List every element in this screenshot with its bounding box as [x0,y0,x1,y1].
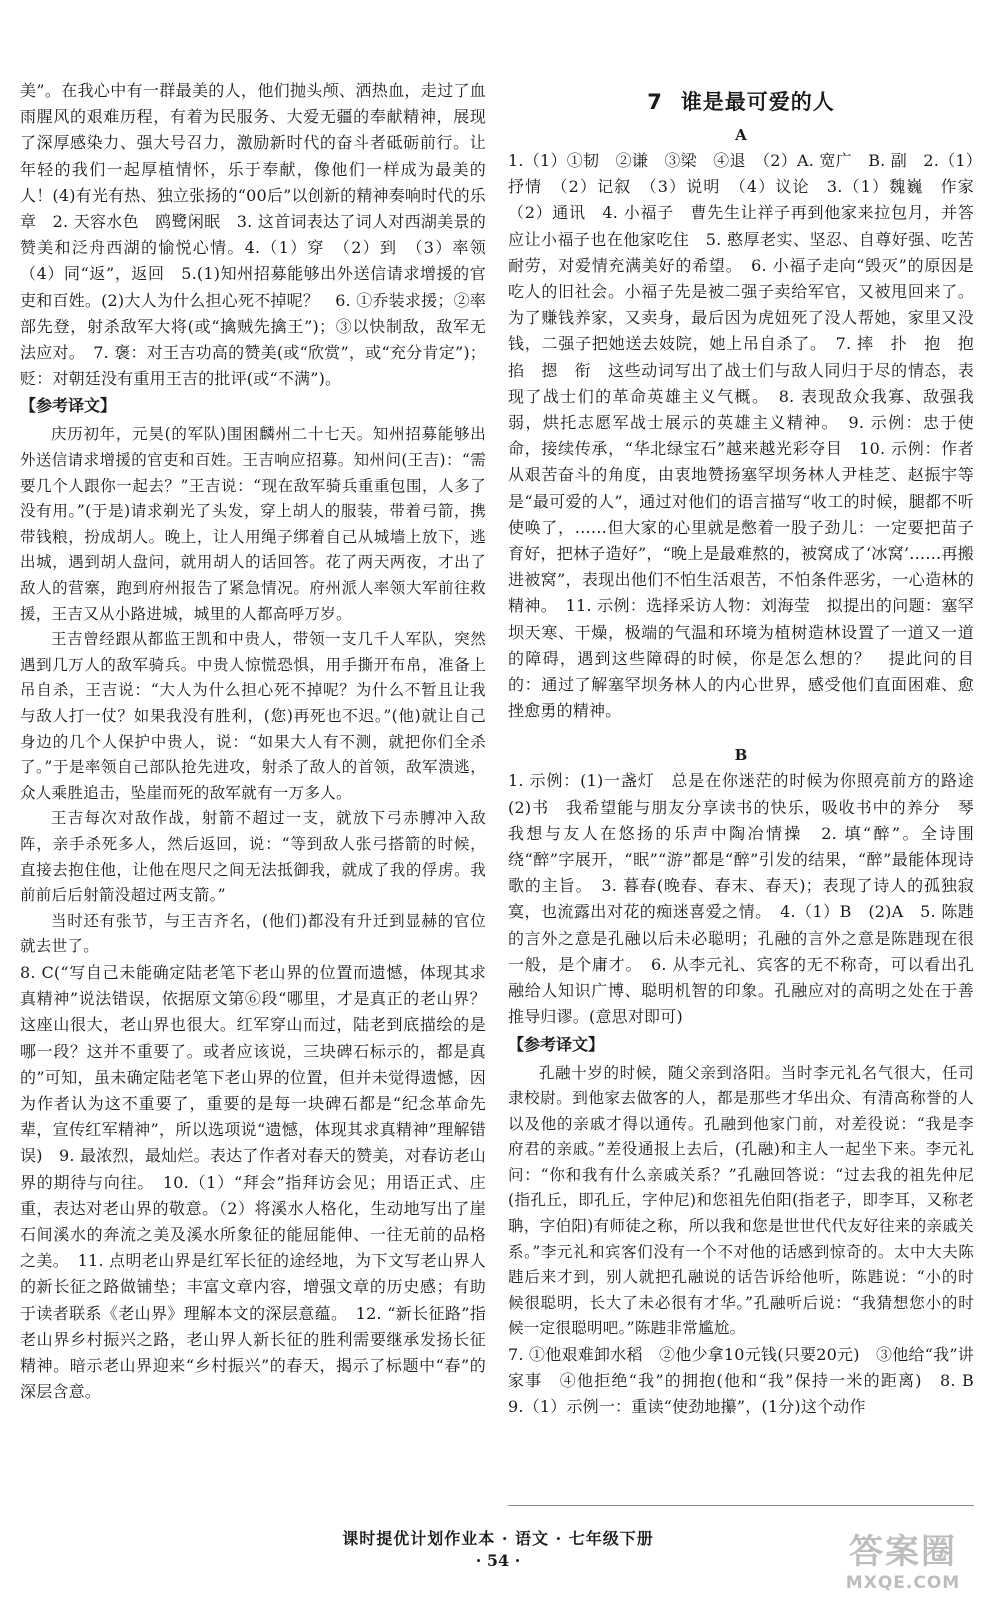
lesson-heading [508,86,974,116]
lesson-title: 谁是最可爱的人 [680,90,835,114]
translation-paragraph: 王吉每次对敌作战，射箭不超过一支，就放下弓赤膊冲入敌阵，亲手杀死多人，然后返回，说：“等到敌人张弓搭箭的时候，直接去抱住他，让他在咫尺之间无法抵御我，就成了我的俘虏。我前前后后射箭没超过两支箭。” [20,809,486,905]
page-number: · 54 · [475,1551,521,1570]
left-column [20,78,503,1538]
translation-paragraph: 孔融十岁的时候，随父亲到洛阳。当时李元礼名气很大，任司隶校尉。到他家去做客的人，都是那些才华出众、有清高称誉的人以及他的亲戚才得以通传。孔融到他家门前，对差役说：“我是李府君的亲戚。”差役通报上去后，(孔融)和主人一起坐下来。李元礼问：“你和我有什么亲戚关系？”孔融回答说：“过去我的祖先仲尼(指孔丘，即孔丘，字仲尼)和您祖先伯阳(指老子，即李耳，又称老聃，字伯阳)有师徒之称，所以我和您是世世代代友好往来的亲戚关系。”李元礼和宾客们没有一个不对他的话感到惊奇的。太中大夫陈韪后来才到，别人就把孔融说的话告诉给他听，陈韪说：“小的时候很聪明，长大了未必很有才华。”孔融听后说：“我猜想您小的时候一定很聪明吧。”陈韪非常尴尬。 [508,1063,974,1338]
lesson-number: 7 [647,90,663,114]
answer-paragraph: 美”。在我心中有一群最美的人，他们抛头颅、洒热血，走过了血雨腥风的艰难历程，有着为民服务、大爱无疆的奉献精神，展现了深厚感染力、强大号召力，激励新时代的奋斗者砥砺前行。让年轻的我们一起厚植情怀，乐于奉献，像他们一样成为最美的人！(4)有光有热、独立张扬的“00后”以创新的精神奏响时代的乐章 2. 天容水色 鸥鹭闲眠 3. 这首词表达了词人对西湖美景的赞美和泛舟西湖的愉悦心情。4.（1）穿 （2）到 （3）率领 （4）同“返”，返回 5.(1)知州招募能够出外送信请求增援的官吏和百姓。(2)大人为什么担心死不掉呢？ 6. ①乔装求援；②率部先登，射杀敌军大将(或“擒贼先擒王”)；③以快制敌，敌军无法应对。 7. 褒：对王吉功高的赞美(或“欣赏”，或“充分肯定”)；贬：对朝廷没有重用王吉的批评(或“不满”)。 [20,81,503,389]
watermark-logo [828,1524,978,1594]
book-title: 课时提优计划作业本 · 语文 · 七年级下册 [342,1529,654,1548]
section-b-answers: 1. 示例：(1)一盏灯 总是在你迷茫的时候为你照亮前方的路途 (2)书 我希望能与朋友分享读书的快乐，吸收书中的养分 琴 我想与友人在悠扬的乐声中陶冶情操 2. 填“醉”。全诗围绕“醉”字展开，“眠”“游”都是“醉”引发的结果，“醉”最能体现诗歌的主旨。 3. 暮春(晚春、春末、春天)；表现了诗人的孤独寂寞，也流露出对花的痴迷喜爱之情。 4.（1）B (2)A 5. 陈韪的言外之意是孔融以后未必聪明；孔融的言外之意是陈韪现在很一般，是个庸才。 6. 从李元礼、宾客的无不称奇，可以看出孔融给人知识广博、聪明机智的印象。孔融应对的高明之处在于善推导归谬。(意思对即可) [508,771,991,1027]
answer-paragraph: 7. ①他艰难卸水稻 ②他少拿10元钱(只要20元) ③他给“我”讲家事 ④他拒绝“我”的拥抱(他和“我”保持一米的距离) 8. B 9.（1）示例一：重读“使劲地攥”，(1分)这个动作 [508,1345,991,1417]
footer-divider [508,1505,974,1506]
translation-paragraph: 庆历初年，元昊(的军队)围困麟州二十七天。知州招募能够出外送信请求增援的官吏和百姓。王吉响应招募。知州问(王吉)：“需要几个人跟你一起去？”王吉说：“现在敌军骑兵重重包围，人多了没有用。”(于是)请求剃光了头发，穿上胡人的服装，带着弓箭，携带钱粮，扮成胡人。晚上，让人用绳子绑着自己从城墙上放下，逃出城，遇到胡人盘问，就用胡人的话回答。花了两天两夜，才出了敌人的营寨，跑到府州报告了紧急情况。府州派人率领大军前往救援，王吉又从小路进城，城里的人都高呼万岁。 [20,425,486,623]
section-a-answers: 1.（1）①韧 ②谦 ③梁 ④退 （2）A. 宽广 B. 副 2.（1）抒情 （2）记叙 （3）说明 （4）议论 3.（1）魏巍 作家 （2）通讯 4. 小福子 曹先生让祥子再到他家来拉包月，并答应让小福子也在他家吃住 5. 憨厚老实、坚忍、自尊好强、吃苦耐劳，对爱情充满美好的希望。 6. 小福子走向“毁灭”的原因是吃人的旧社会。小福子先是被二强子卖给军官，又被甩回来了。为了赚钱养家，又卖身，最后因为虎妞死了没人帮她，家里又没钱，二强子把她送去妓院，她上吊自杀了。 7. 摔 扑 抱 抱 掐 摁 衔 这些动词写出了战士们与敌人同归于尽的情态，表现了战士们的革命英雄主义气概。 8. 表现敌众我寡、敌强我弱，烘托志愿军战士展示的英雄主义精神。 9. 示例：忠于使命，接续传承，“华北绿宝石”越来越光彩夺目 10. 示例：作者从艰苦奋斗的角度，由衷地赞扬塞罕坝务林人尹桂芝、赵振宇等是“最可爱的人”，通过对他们的语言描写“收工的时候，腿都不听使唤了，……但大家的心里就是憋着一股子劲儿：一定要把苗子育好，把林子造好”，“晚上是最难熬的，被窝成了‘冰窝’……再搬进被窝”，表现出他们不怕生活艰苦，不怕条件恶劣，一心造林的精神。 11. 示例：选择采访人物：刘海莹 拟提出的问题：塞罕坝天寒、干燥，极端的气温和环境为植树造林设置了一道又一道的障碍，遇到这些障碍的时候，你是怎么想的？ 提此问的目的：通过了解塞罕坝务林人的内心世界，感受他们直面困难、愈挫愈勇的精神。 [508,151,991,721]
reference-translation-label: 【参考译文】 [20,396,117,416]
watermark-url: MXQE.COM [845,1573,961,1593]
watermark-text: 答案圈 [849,1532,957,1572]
translation-paragraph: 王吉曾经跟从都监王凯和中贵人，带领一支几千人军队，突然遇到几万人的敌军骑兵。中贵人惊慌恐惧，用手撕开布帛，准备上吊自杀，王吉说：“大人为什么担心死不掉呢？为什么不暂且让我与敌人打一仗？如果我没有胜利，(您)再死也不迟。”(他)就让自己身边的几个人保护中贵人，说：“如果大人有不测，就把你们全杀了。”于是率领自己部队抢先进攻，射杀了敌人的首领，敌军溃逃，众人乘胜追击，坠崖而死的敌军就有一万多人。 [20,630,486,802]
reference-translation-label: 【参考译文】 [508,1034,605,1054]
translation-paragraph: 当时还有张节，与王吉齐名，(他们)都没有升迁到显赫的官位就去世了。 [20,911,486,956]
right-column [508,78,991,1538]
answer-paragraph: 8. C(“写自己未能确定陆老笔下老山界的位置而遗憾，体现其求真精神”说法错误，依据原文第⑥段“哪里，才是真正的老山界？这座山很大，老山界也很大。红军穿山而过，陆老到底描绘的是哪一段？这并不重要了。或者应该说，三块碑石标示的，都是真的”可知，虽未确定陆老笔下老山界的位置，但并未觉得遗憾，因为作者认为这不重要了，重要的是每一块碑石都是“纪念革命先辈，宣传红军精神”，所以选项说“遗憾，体现其求真精神”理解错误) 9. 最浓烈，最灿烂。表达了作者对春天的赞美，对春访老山界的期待与向往。 10.（1）“拜会”指拜访会见；用语正式、庄重，表达对老山界的敬意。（2）将溪水人格化，生动地写出了崖石间溪水的奔流之美及溪水所象征的能屈能伸、一往无前的品格之美。 11. 点明老山界是红军长征的途经地，为下文写老山界人的新长征之路做铺垫；丰富文章内容，增强文章的历史感；有助于读者联系《老山界》理解本文的深层意蕴。 12. “新长征路”指老山界乡村振兴之路，老山界人新长征的胜利需要继承发扬长征精神。暗示老山界迎来“乡村振兴”的春天，揭示了标题中“春”的深层含意。 [20,962,486,1402]
section-b-label: B [734,746,748,765]
section-a-label: A [735,126,747,144]
